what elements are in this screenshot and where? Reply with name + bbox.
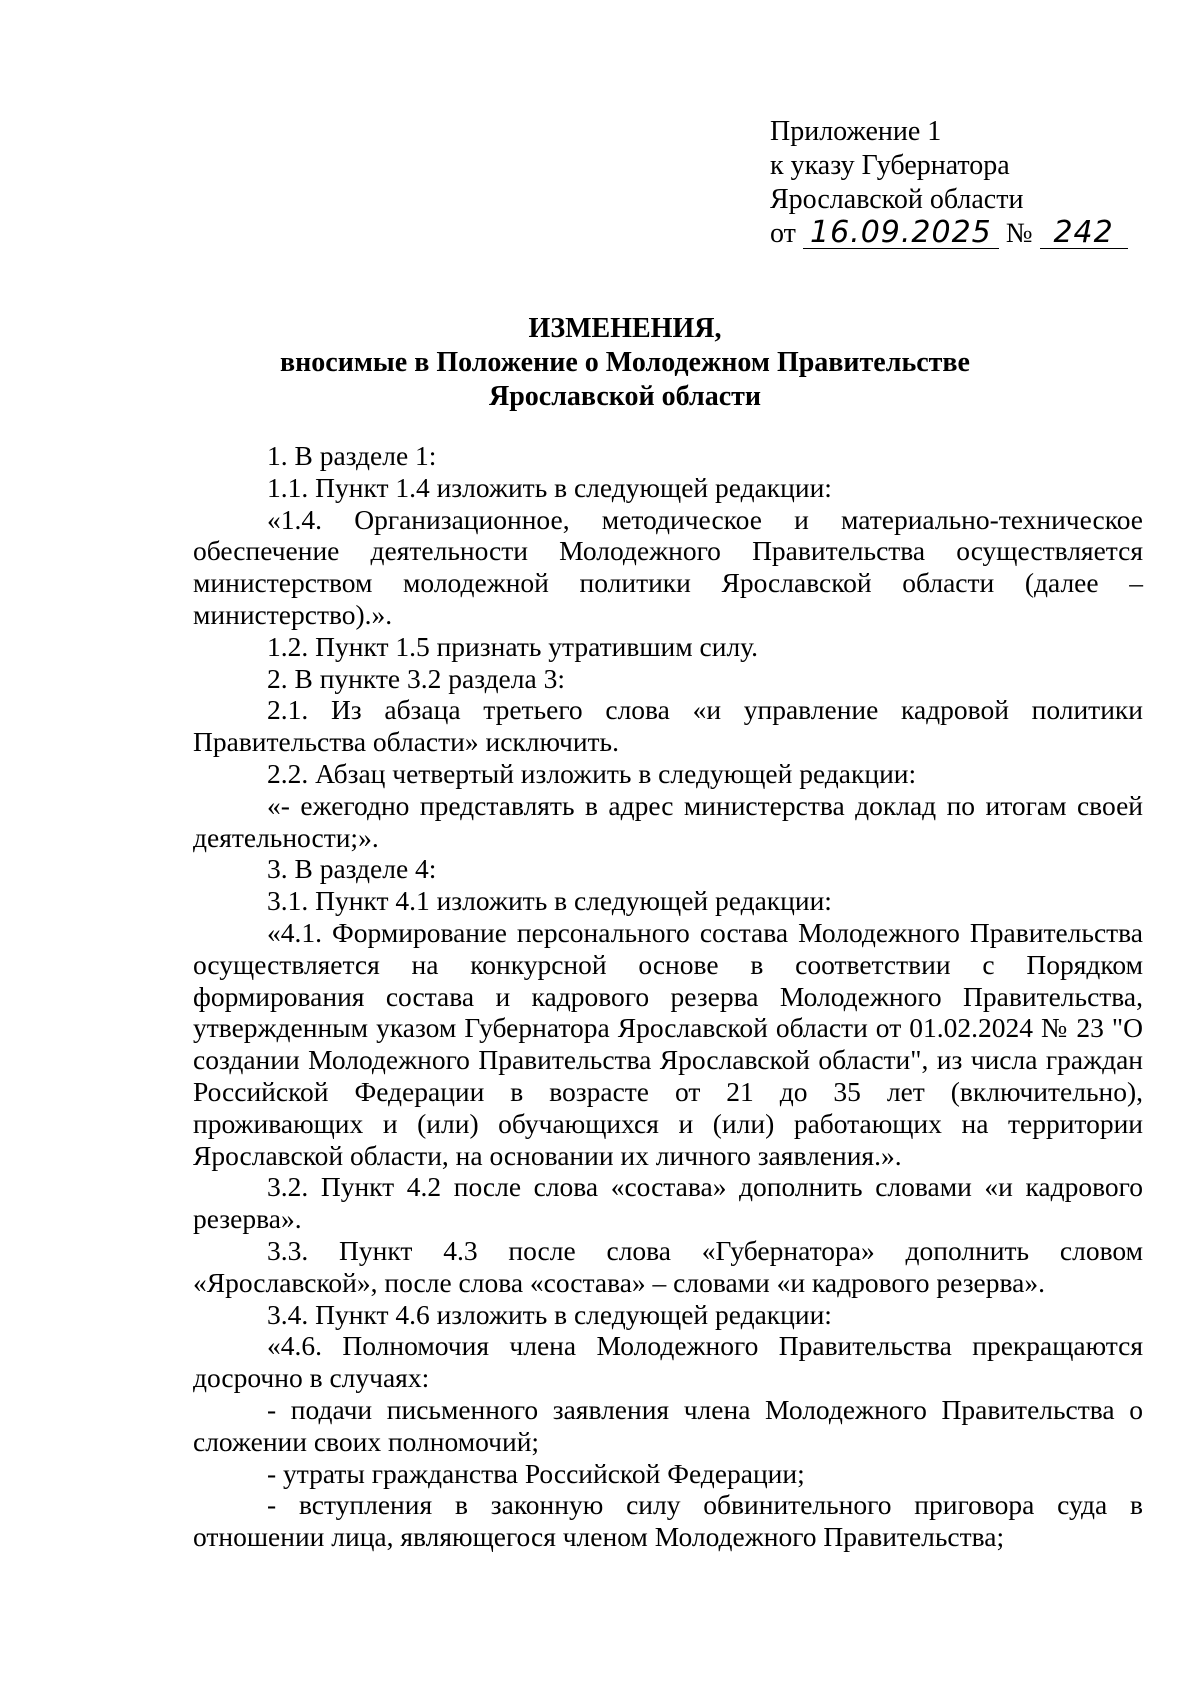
paragraph: - вступления в законную силу обвинительного приговора суда в отношении лица, являющегося членом Молодежного Правительства; xyxy=(193,1489,1143,1553)
paragraph: «4.1. Формирование персонального состава Молодежного Правительства осуществляется на конкурсной основе в соответствии с Порядком формирования состава и кадрового резерва Молодежного Правительства, утвержденным указом Губернатора Ярославской области от 01.02.2024 № 23 "О создании Молодежного Правительства Ярославской области", из числа граждан Российской Федерации в возрасте от 21 до 35 лет (включительно), проживающих и (или) обучающихся и (или) работающих на территории Ярославской области, на основании их личного заявления.». xyxy=(193,916,1143,1171)
document-title xyxy=(200,312,1050,414)
paragraph: 3.4. Пункт 4.6 изложить в следующей редакции: xyxy=(267,1298,832,1330)
paragraph: 3. В разделе 4: xyxy=(267,853,437,885)
paragraph: «4.6. Полномочия члена Молодежного Правительства прекращаются досрочно в случаях: xyxy=(193,1330,1143,1394)
paragraph: 2.1. Из абзаца третьего слова «и управление кадровой политики Правительства области» исключить. xyxy=(193,694,1143,758)
handwritten-date: 16.09.2025 xyxy=(803,218,999,249)
paragraph: 3.1. Пункт 4.1 изложить в следующей редакции: xyxy=(267,885,832,917)
number-label: № xyxy=(1005,218,1033,249)
paragraph: - утраты гражданства Российской Федерации; xyxy=(267,1457,805,1489)
paragraph: 1. В разделе 1: xyxy=(267,440,437,471)
paragraph: «- ежегодно представлять в адрес министерства доклад по итогам своей деятельности;». xyxy=(193,789,1143,853)
paragraph: 1.2. Пункт 1.5 признать утратившим силу. xyxy=(267,630,759,662)
from-label: от xyxy=(770,218,796,249)
paragraph: 1.1. Пункт 1.4 изложить в следующей редакции: xyxy=(267,471,832,503)
paragraph: 3.3. Пункт 4.3 после слова «Губернатора» дополнить словом «Ярославской», после слова «состава» – словами «и кадрового резерва». xyxy=(193,1234,1143,1298)
paragraph: 2. В пункте 3.2 раздела 3: xyxy=(267,662,565,694)
paragraph: 2.2. Абзац четвертый изложить в следующей редакции: xyxy=(267,757,917,789)
paragraph: - подачи письменного заявления члена Молодежного Правительства о сложении своих полномочий; xyxy=(193,1393,1143,1457)
paragraph: 3.2. Пункт 4.2 после слова «состава» дополнить словами «и кадрового резерва». xyxy=(193,1171,1143,1235)
appendix-line-2: к указу Губернатора xyxy=(770,150,1010,181)
appendix-line-1: Приложение 1 xyxy=(770,116,942,147)
handwritten-number: 242 xyxy=(1040,218,1128,249)
appendix-date-line xyxy=(770,217,1128,251)
title-heading: ИЗМЕНЕНИЯ, xyxy=(528,313,722,344)
paragraph: «1.4. Организационное, методическое и материально-техническое обеспечение деятельности Молодежного Правительства осуществляется министерством молодежной политики Ярославской области (далее – министерство).». xyxy=(193,503,1143,630)
document-body xyxy=(193,440,1143,1553)
title-subheading: вносимые в Положение о Молодежном Правительстве Ярославской области xyxy=(280,347,970,412)
appendix-block xyxy=(770,115,1128,251)
appendix-line-3: Ярославской области xyxy=(770,184,1024,215)
